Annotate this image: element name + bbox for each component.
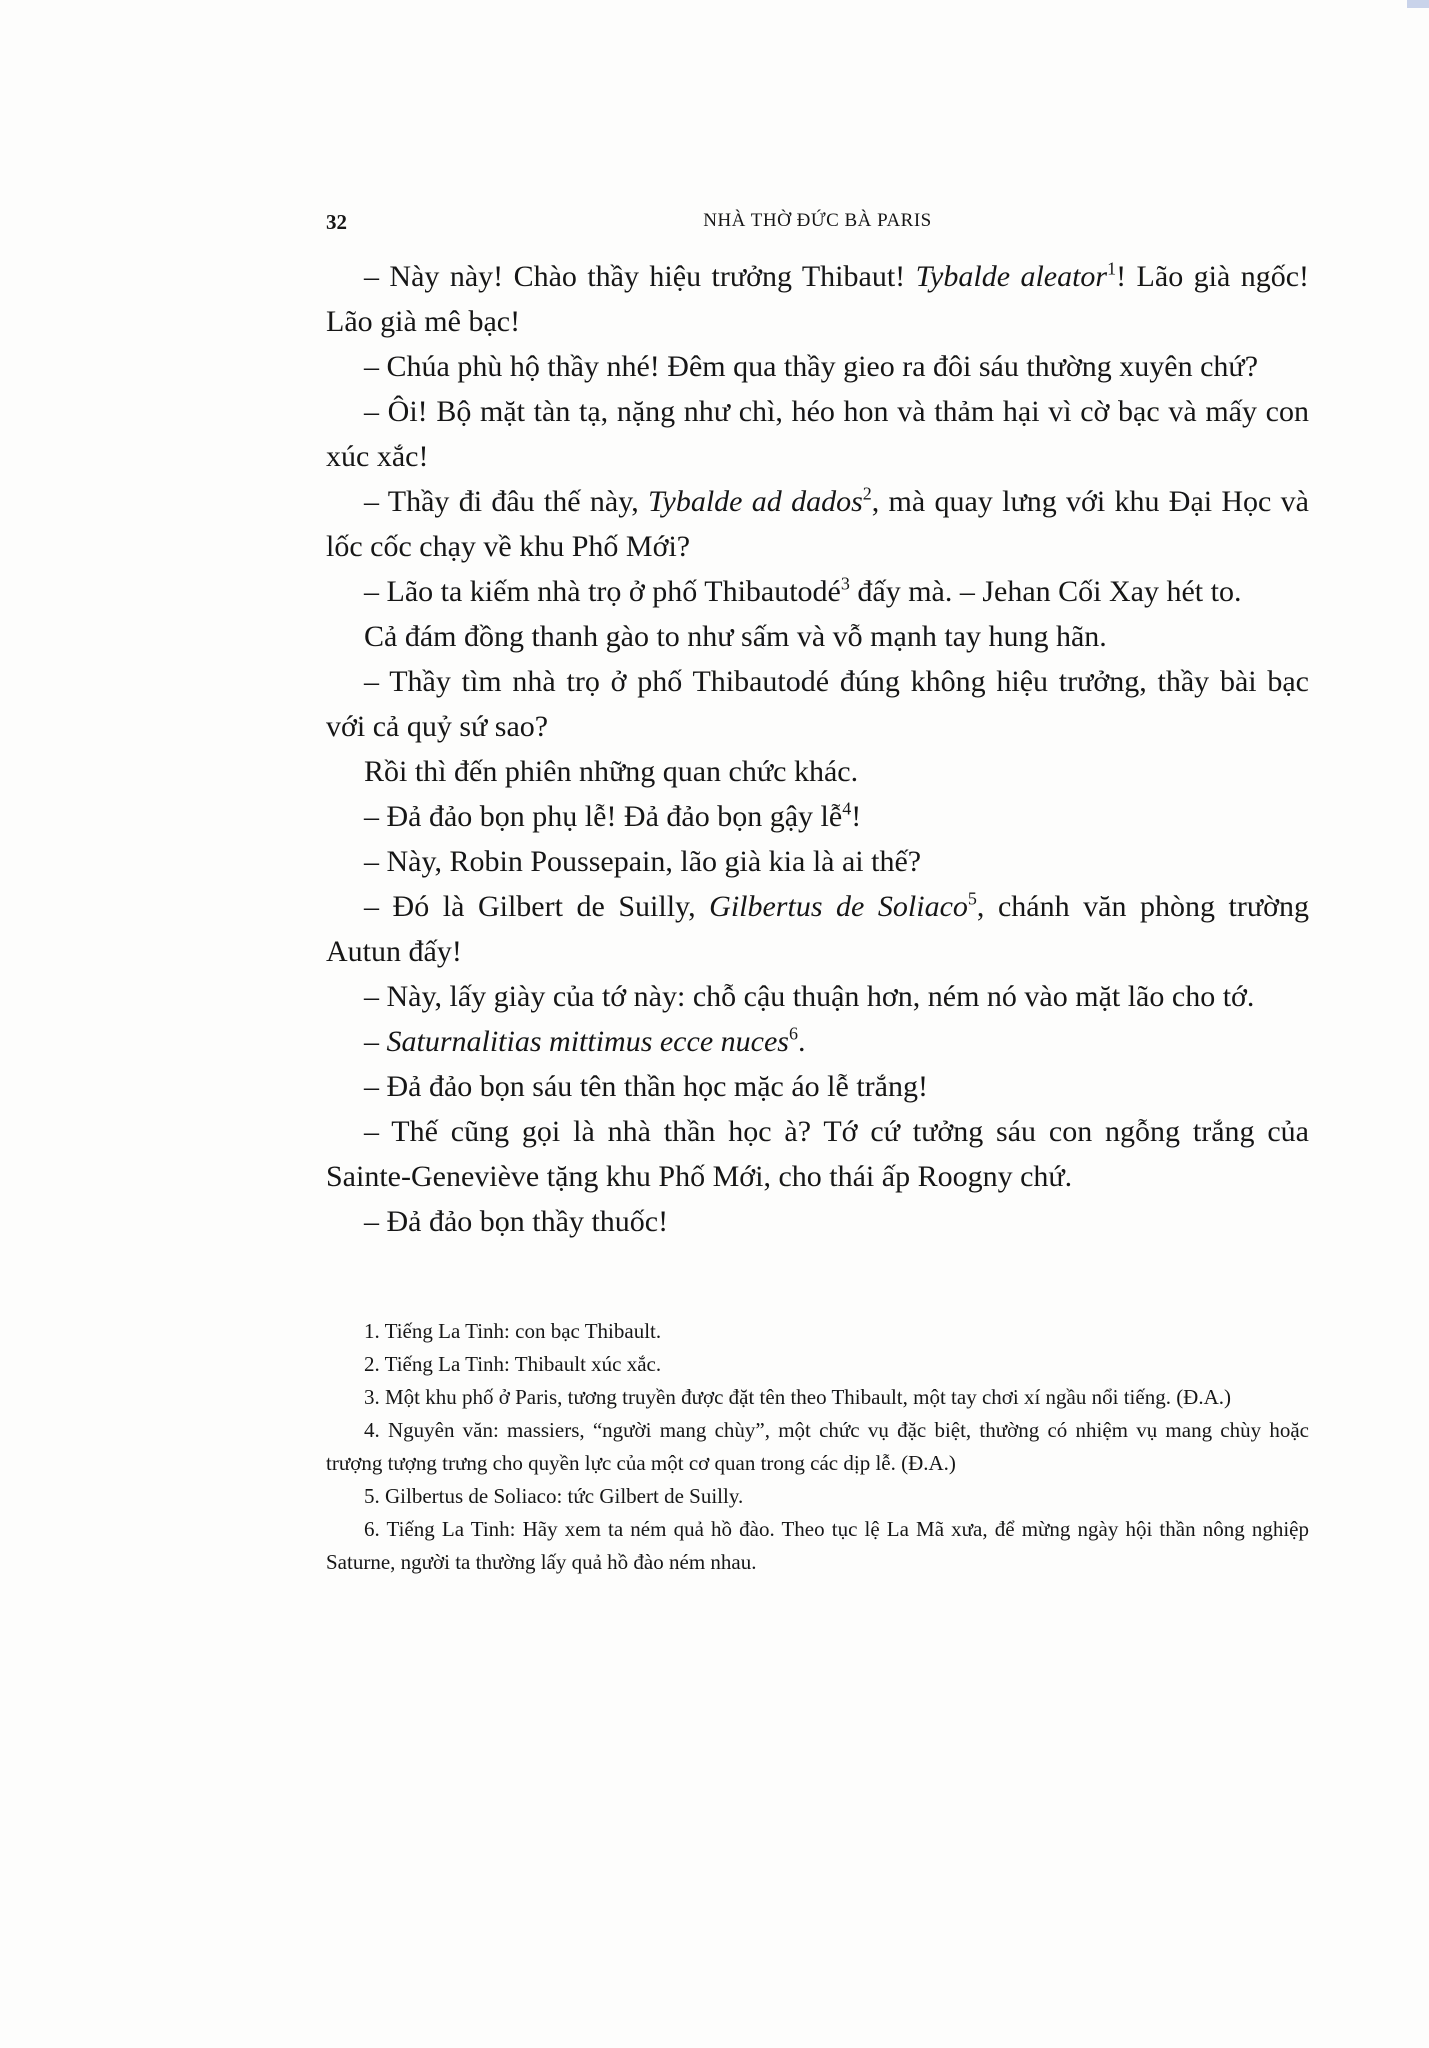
text-run: 3. Một khu phố ở Paris, tương truyền được đặt tên theo Thibault, một tay chơi xí ngầu nổi tiếng. (Đ.A.) [364,1385,1232,1409]
paragraph [326,659,1309,749]
latin-phrase: Tybalde ad dados [648,485,863,518]
text-run: , chánh văn phòng trường Autun đấy! [326,890,1309,968]
footnotes [326,1315,1309,1579]
text-run: – Lão ta kiếm nhà trọ ở phố Thibautodé [364,575,841,608]
text-run: 1. Tiếng La Tinh: con bạc Thibault. [364,1319,662,1343]
text-run: Cả đám đồng thanh gào to như sấm và vỗ mạnh tay hung hãn. [364,620,1107,653]
footnote [326,1513,1309,1579]
text-run: 2. Tiếng La Tinh: Thibault xúc xắc. [364,1352,662,1376]
book-title: NHÀ THỜ ĐỨC BÀ PARIS [703,210,932,231]
text-run: – Đó là Gilbert de Suilly, [364,890,710,923]
text-run: . [797,1025,806,1058]
text-run: – Đả đảo bọn thầy thuốc! [364,1205,669,1238]
paragraph [326,974,1309,1019]
paragraph [326,569,1309,614]
paragraph [326,749,1309,794]
paragraph [326,1019,1309,1064]
text-run: 5. Gilbertus de Soliaco: tức Gilbert de Suilly. [364,1484,744,1508]
text-run: – Thầy đi đâu thế này, [364,485,649,518]
footnote-ref: 2 [862,483,872,504]
footnote-ref: 1 [1107,258,1117,279]
text-run: , mà quay lưng với khu Đại Học và lốc cốc chạy về khu Phố Mới? [326,485,1309,563]
text-run: – Đả đảo bọn sáu tên thần học mặc áo lễ trắng! [364,1070,928,1103]
body-text [326,254,1309,1244]
latin-phrase: Gilbertus de Soliaco [709,890,968,923]
footnote [326,1348,1309,1381]
text-run: Rồi thì đến phiên những quan chức khác. [364,755,859,788]
text-run: 4. Nguyên văn: massiers, “người mang chùy”, một chức vụ đặc biệt, thường có nhiệm vụ mang chùy hoặc trượng tượng trưng cho quyền lực của một cơ quan trong các dịp lễ. (Đ.A.) [326,1418,1309,1475]
paragraph [326,254,1309,344]
text-run: – Này, lấy giày của tớ này: chỗ cậu thuận hơn, ném nó vào mặt lão cho tớ. [364,980,1255,1013]
text-run: ! Lão già ngốc! Lão già mê bạc! [326,260,1310,338]
scan-corner-mark [1407,0,1429,8]
text-run: – Này này! Chào thầy hiệu trưởng Thibaut! [364,260,916,293]
paragraph [326,1199,1309,1244]
text-run: – Thầy tìm nhà trọ ở phố Thibautodé đúng không hiệu trưởng, thầy bài bạc với cả quỷ sứ sao? [326,665,1309,743]
text-run: – Này, Robin Poussepain, lão già kia là ai thế? [364,845,922,878]
text-run: 6. Tiếng La Tinh: Hãy xem ta ném quả hồ đào. Theo tục lệ La Mã xưa, để mừng ngày hội thần nông nghiệp Saturne, người ta thường lấy quả hồ đào ném nhau. [326,1517,1309,1574]
paragraph [326,389,1309,479]
latin-phrase: Tybalde aleator [915,260,1108,293]
paragraph [326,884,1309,974]
paragraph [326,839,1309,884]
paragraph [326,1064,1309,1109]
footnote-ref: 4 [842,798,852,819]
footnote [326,1315,1309,1348]
footnote [326,1480,1309,1513]
footnote [326,1381,1309,1414]
paragraph [326,1109,1309,1199]
text-run: ! [851,800,862,833]
paragraph [326,614,1309,659]
text-run: – Chúa phù hộ thầy nhé! Đêm qua thầy gieo ra đôi sáu thường xuyên chứ? [364,350,1259,383]
footnote [326,1414,1309,1480]
text-run: – [364,1025,387,1058]
text-run: – Đả đảo bọn phụ lễ! Đả đảo bọn gậy lễ [364,800,843,833]
footnote-ref: 3 [840,573,850,594]
text-run: – Ôi! Bộ mặt tàn tạ, nặng như chì, héo hon và thảm hại vì cờ bạc và mấy con xúc xắc! [326,395,1309,473]
paragraph [326,344,1309,389]
paragraph [326,794,1309,839]
page-number: 32 [326,210,347,234]
paragraph [326,479,1309,569]
text-run: – Thế cũng gọi là nhà thần học à? Tớ cứ tưởng sáu con ngỗng trắng của Sainte-Geneviève tặng khu Phố Mới, cho thái ấp Roogny chứ. [326,1115,1309,1193]
running-header [326,210,1309,240]
text-run: đấy mà. – Jehan Cối Xay hét to. [849,575,1242,608]
latin-phrase: Saturnalitias mittimus ecce nuces [386,1025,789,1058]
footnote-ref: 5 [967,888,977,909]
footnote-ref: 6 [788,1023,798,1044]
